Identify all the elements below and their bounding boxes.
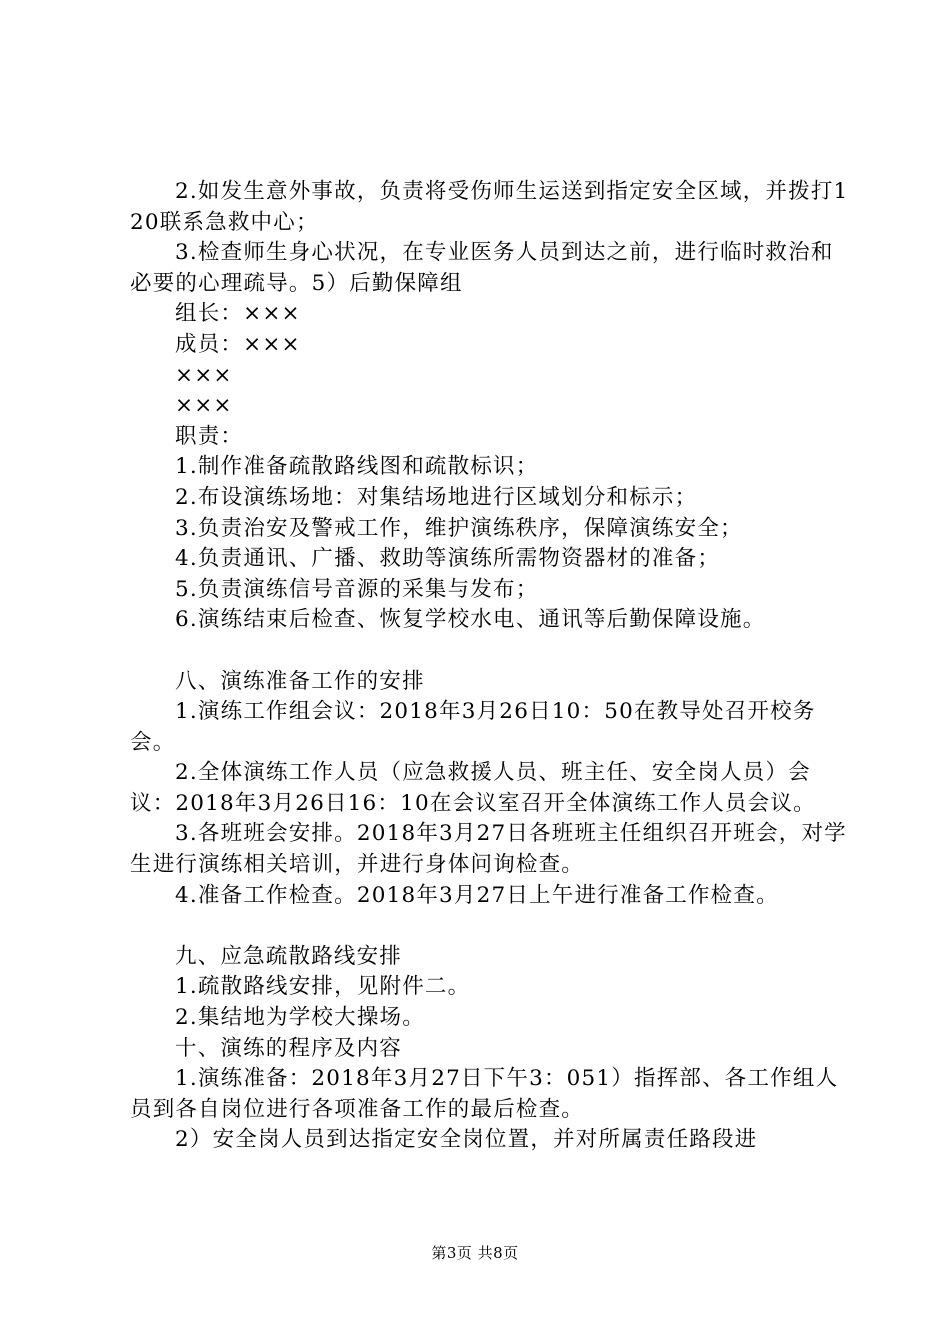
paragraph-procedure-2: 2）安全岗人员到达指定安全岗位置，并对所属责任路段进	[175, 1127, 758, 1153]
paragraph-logistics-duty-2: 2.布设演练场地：对集结场地进行区域划分和标示；	[175, 484, 698, 510]
paragraph-group-members: 成员：×××	[175, 331, 301, 357]
paragraph-route-2: 2.集结地为学校大操场。	[175, 1005, 425, 1031]
paragraph-logistics-duty-6: 6.演练结束后检查、恢复学校水电、通讯等后勤保障设施。	[175, 607, 766, 633]
paragraph-prep-2: 2.全体演练工作人员（应急救援人员、班主任、安全岗人员）会议：2018年3月26日16：10在会议室召开全体演练工作人员会议。	[130, 760, 816, 816]
paragraph-duties-heading: 职责：	[175, 423, 244, 449]
paragraph-route-1: 1.疏散路线安排，见附件二。	[175, 974, 471, 1000]
paragraph-logistics-duty-1: 1.制作准备疏散路线图和疏散标识；	[175, 454, 539, 480]
paragraph-prep-4: 4.准备工作检查。2018年3月27日上午进行准备工作检查。	[175, 882, 779, 908]
paragraph-group-leader: 组长：×××	[175, 301, 301, 327]
paragraph-prep-1: 1.演练工作组会议：2018年3月26日10：50在教导处召开校务会。	[130, 699, 816, 755]
section-heading-10: 十、演练的程序及内容	[175, 1035, 403, 1061]
page-footer: 第3页 共8页	[431, 1244, 519, 1262]
document-body	[130, 177, 850, 1156]
paragraph-logistics-duty-4: 4.负责通讯、广播、救助等演练所需物资器材的准备；	[175, 546, 721, 572]
section-heading-8: 八、演练准备工作的安排	[175, 668, 425, 694]
paragraph-logistics-duty-3: 3.负责治安及警戒工作，维护演练秩序，保障演练安全；	[175, 515, 743, 541]
paragraph-medical-duty-3: 3.检查师生身心状况，在专业医务人员到达之前，进行临时救治和必要的心理疏导。5）后勤保障组	[130, 240, 834, 296]
paragraph-medical-duty-2: 2.如发生意外事故，负责将受伤师生运送到指定安全区域，并拨打120联系急救中心；	[130, 179, 849, 235]
paragraph-member-placeholder-2: ×××	[175, 393, 233, 419]
paragraph-logistics-duty-5: 5.负责演练信号音源的采集与发布；	[175, 576, 539, 602]
paragraph-member-placeholder-1: ×××	[175, 362, 233, 388]
paragraph-procedure-1: 1.演练准备：2018年3月27日下午3：051）指挥部、各工作组人员到各自岗位进行各项准备工作的最后检查。	[130, 1066, 839, 1122]
section-heading-9: 九、应急疏散路线安排	[175, 943, 403, 969]
paragraph-prep-3: 3.各班班会安排。2018年3月27日各班班主任组织召开班会，对学生进行演练相关培训，并进行身体问询检查。	[130, 821, 847, 878]
